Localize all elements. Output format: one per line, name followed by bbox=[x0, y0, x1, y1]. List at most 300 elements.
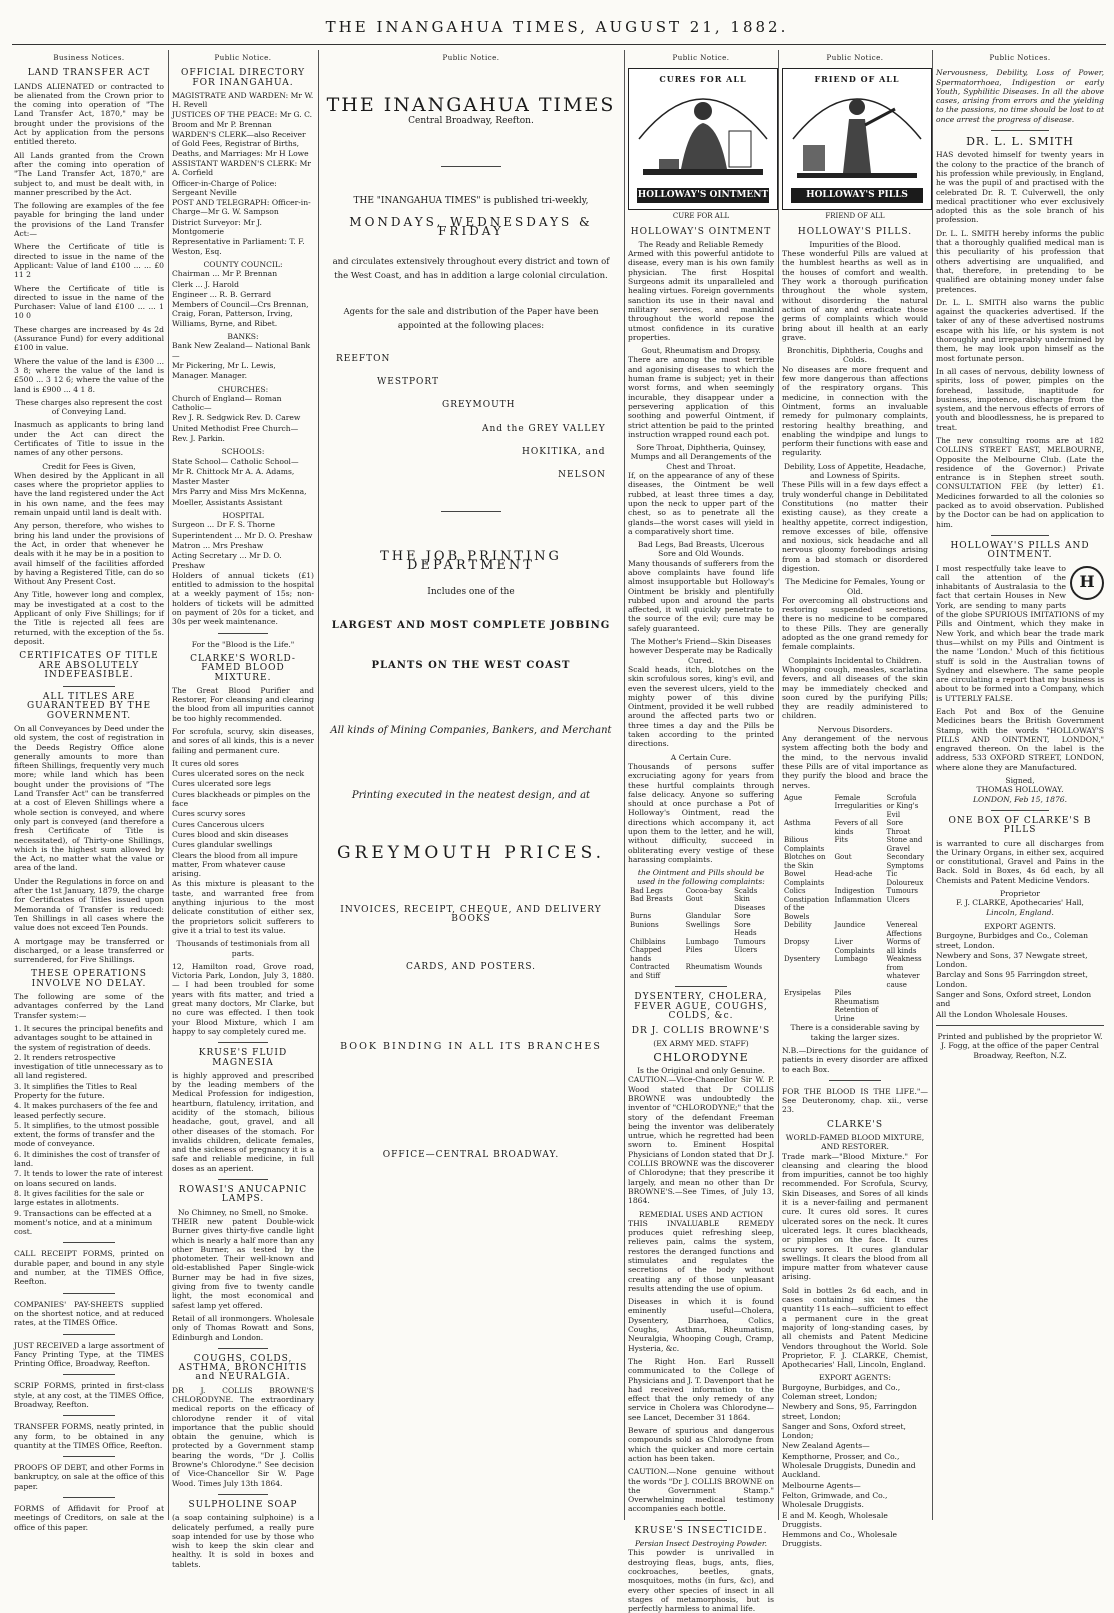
table-cell: Contracted and Stiff bbox=[630, 963, 670, 980]
subheading: the Ointment and Pills should be used in the following complaints: bbox=[637, 868, 765, 887]
table-cell: Secondary Symptoms bbox=[886, 853, 925, 870]
column-header: Public Notice. bbox=[672, 54, 730, 62]
divider bbox=[441, 166, 501, 167]
list-item: Surgeon ... Dr F. S. Thorne bbox=[172, 520, 275, 530]
paragraph: These charges also represent the cost of Conveying Land. bbox=[15, 397, 163, 417]
testimonial: 12, Hamilton road, Grove road, Victoria Park, London, July 3, 1880.— I had been troubled for some years with fits matter, and tried a great many doctors, Mr Clarke, but no cure was effected. I then took your Blood Mixture, which I am happy to say completely cured me. bbox=[172, 961, 314, 1036]
list-item: All the London Wholesale Houses. bbox=[936, 1009, 1068, 1019]
paragraph: The following are examples of the fee payable for bringing the land under the provisions of the Land Transfer Act:— bbox=[14, 201, 164, 239]
table-cell: Skin Diseases bbox=[734, 895, 766, 912]
coughs-title: COUGHS, COLDS, ASTHMA, BRONCHITIS and NEURALGIA. bbox=[178, 1353, 308, 1383]
subheading: Nervous Disorders. bbox=[817, 724, 893, 734]
column-rule bbox=[168, 50, 169, 1520]
table-row bbox=[628, 921, 774, 938]
rowasi-title: ROWASI'S ANUCAPNIC LAMPS. bbox=[178, 1185, 308, 1205]
table-cell: Liver Complaints bbox=[834, 938, 875, 955]
subheading: For the "Blood is the Life." bbox=[191, 639, 295, 649]
pay-sheets-ad: COMPANIES' PAY-SHEETS supplied on the shortest notice, and at reduced rates, at the TIMES Office. bbox=[14, 1299, 164, 1328]
table-cell: Tumours bbox=[886, 887, 919, 896]
divider bbox=[218, 1348, 268, 1349]
table-cell: Piles bbox=[834, 989, 852, 998]
divider bbox=[441, 511, 501, 512]
table-cell bbox=[782, 998, 832, 1007]
table-cell: Asthma bbox=[784, 819, 811, 828]
table-row bbox=[782, 870, 928, 887]
divider bbox=[63, 686, 116, 687]
column-public-notices bbox=[936, 52, 1104, 1512]
list-item: State School— Catholic School— bbox=[172, 456, 299, 466]
paragraph: is highly approved and prescribed by the leading members of the Medical Profession for indigestion, heartburn, flatulency, irritation, and acidity of the stomach, bilious headache, gout, gravel, and all other diseases of the stomach. For invalids children, delicate females, and the sickness of pregnancy it is a safe and reliable medicine, in full doses as an aperient. bbox=[172, 1070, 314, 1173]
paragraph: Thousands of testimonials from all parts. bbox=[176, 939, 310, 958]
binding-text: BOOK BINDING IN ALL ITS BRANCHES bbox=[340, 1040, 602, 1052]
list-item: Burgoyne, Burbidges, and Co., Coleman street, London; bbox=[782, 1382, 901, 1401]
divider bbox=[63, 1293, 116, 1294]
clarke-pills-title: ONE BOX OF CLARKE'S B PILLS bbox=[948, 815, 1092, 836]
list-item: Felton, Grimwade, and Co., Wholesale Druggists. bbox=[782, 1490, 888, 1510]
list-item: Engineer ... R. B. Gerrard bbox=[172, 289, 272, 299]
paragraph: The new consulting rooms are at 182 COLLINS STREET EAST, MELBOURNE, Opposite the Melbourne Club. (Late the residence of the Governor.) Private entrance is in Stephen street south. CONSULTATION FEE (by letter) £1. Medicines forwarded to all the colonies so packed as to avoid observation. Published by the Doctor can be had on application to him. bbox=[936, 435, 1104, 529]
list-item: Cures glandular swellings bbox=[172, 840, 273, 850]
table-cell: Tumours bbox=[734, 937, 766, 946]
clarke-title: CLARKE'S WORLD-FAMED BLOOD MIXTURE. bbox=[190, 653, 296, 683]
paragraph: Holders of annual tickets (£1) entitled to admission to the hospital at a weekly payment of 15s; non-holders of tickets will be admitted on payment of 20s for a ticket, and 30s per week maintenance. bbox=[172, 570, 314, 627]
table-cell: Rheumatism bbox=[685, 963, 731, 972]
paragraph: The Great Blood Purifier and Restorer, For cleansing and clearing the blood from all impurities cannot be too highly recommended. bbox=[172, 685, 314, 723]
schools-list bbox=[172, 457, 314, 507]
list-item: Newbery and Sons, 95, Farringdon street, London; bbox=[782, 1402, 917, 1421]
paragraph: These charges are increased by 4s 2d (Assurance Fund) for every additional £100 in value. bbox=[14, 324, 164, 353]
newspaper-title: THE INANGAHUA TIMES bbox=[326, 94, 616, 117]
banks-list bbox=[172, 341, 314, 380]
divider bbox=[936, 1025, 1104, 1026]
paragraph: Diseases in which it is found eminently useful—Cholera, Dysentery, Diarrhoea, Colics, Coughs, Asthma, Rheumatism, Neuralgia, Whooping Cough, Cramp, Hysteria, &c. bbox=[628, 1297, 774, 1353]
type-ad: JUST RECEIVED a large assortment of Fancy Printing Type, at the TIMES Printing Office, Broadway, Reefton. bbox=[14, 1340, 164, 1369]
clarkes-heading: CLARKE'S bbox=[826, 1119, 884, 1130]
paragraph: Where the value of the land is £300 ... 3 8; where the value of the land is £500 ... 3 12 6; where the value of the land is £900 ... 4 1 8. bbox=[14, 356, 164, 394]
list-item: Kempthorne, Prosser, and Co., Wholesale Druggists, Dunedin and Auckland. bbox=[782, 1451, 916, 1480]
list-item: Church of England— Roman Catholic— bbox=[172, 393, 282, 413]
paragraph: (a soap containing sulphoine) is a delicately perfumed, a really pure soap intended for use by those who wish to keep the skin clear and healthy. It is sold in boxes and tablets. bbox=[172, 1513, 314, 1569]
subheading: HOSPITAL bbox=[222, 511, 264, 521]
emblem-band: HOLLOWAY'S PILLS bbox=[791, 188, 923, 203]
clarke-cures-list bbox=[172, 759, 314, 879]
table-cell: Bowel Complaints bbox=[784, 870, 825, 887]
column-holloway-pills bbox=[782, 52, 929, 1549]
subheading: WORLD-FAMED BLOOD MIXTURE, bbox=[785, 1132, 925, 1142]
transfer-forms-ad: TRANSFER FORMS, neatly printed, in any form, to be obtained in any quantity at the TIMES Office, Reefton. bbox=[14, 1422, 164, 1450]
list-item: 2. It renders retrospective investigation of title unnecessary as to all land registered. bbox=[14, 1052, 163, 1081]
column-business-notices bbox=[14, 52, 164, 1532]
operations-heading: THESE OPERATIONS INVOLVE NO DELAY. bbox=[31, 969, 147, 989]
paragraph: The Right Hon. Earl Russell communicated to the College of Physicians and J. T. Davenport that he had received information to the effect that the only remedy of any service in Cholera was Chlorodyne—see Lancet, December 31 1864. bbox=[628, 1356, 774, 1422]
cards-text: CARDS, AND POSTERS. bbox=[405, 961, 537, 972]
list-item: Sanger and Sons, Oxford street, London and bbox=[936, 990, 1092, 1009]
paragraph: CAUTION.—None genuine without the words "Dr J. COLLIS BROWNE on the Government Stamp." Overwhelming medical testimony accompanies each bottle. bbox=[628, 1467, 774, 1514]
list-item: Mr Pickering, Mr L. Lewis, bbox=[172, 360, 276, 370]
table-row bbox=[782, 853, 928, 870]
holloway-notice-title: HOLLOWAY'S PILLS AND OINTMENT. bbox=[950, 540, 1090, 561]
column-header: Public Notice. bbox=[442, 54, 500, 62]
divider bbox=[218, 1494, 268, 1495]
paragraph: Dr. L. L. SMITH also warns the public against the quackeries advertised. If the taker of any of these advertised nostrums escape with his life, or his system is not thoroughly and irreparably undermined by them, he may look upon himself as the most fortunate person. bbox=[936, 297, 1104, 363]
list-item: Sanger and Sons, Oxford street, London; bbox=[782, 1421, 906, 1441]
place-reefton: REEFTON bbox=[336, 353, 391, 364]
column-header: Public Notice. bbox=[214, 54, 272, 62]
list-item: Superintendent ... Mr D. O. Preshaw bbox=[172, 530, 313, 540]
paragraph: Trade mark—"Blood Mixture." For cleansing and clearing the blood from impurities, cannot be too highly recommended. For Scrofula, Scurvy, Skin Diseases, and Sores of all kinds it is a never-failing and permanent cure. It cures old sores. It cures ulcerated sores on the neck. It cures ulcerated legs. It cures blackheads, or pimples on the face. It cures scurvy sores. It cures glandular swellings. It clears the blood from all impure matter from whatever cause arising. bbox=[782, 1151, 928, 1282]
list-item: Master Master bbox=[172, 477, 230, 487]
divider bbox=[218, 1042, 268, 1043]
paragraph: In all cases of nervous, debility lowness of spirits, loss of power, pimples on the forehead, lassitude, inaptitude for business, impotence, discharge from the system, and the nervous effects of errors of youth and bloodlessness, he is prepared to treat. bbox=[936, 366, 1104, 432]
list-item: New Zealand Agents— bbox=[782, 1441, 870, 1451]
divider bbox=[63, 1497, 116, 1498]
list-item: 6. It diminishes the cost of transfer of land. bbox=[14, 1149, 160, 1169]
paragraph: Scald heads, itch, blotches on the skin scrofulous sores, king's evil, and even the severest ulcers, yield to the mighty power of this divine Ointment, provided it be well rubbed around the affected parts two or three times a day and the Pills be taken according to the printed directions. bbox=[628, 664, 774, 749]
imprint: Printed and published by the proprietor W. J. Fogg, at the office of the paper Central Broadway, Reefton, N.Z. bbox=[937, 1031, 1103, 1060]
largest-text: LARGEST AND MOST COMPLETE JOBBING bbox=[331, 620, 611, 632]
table-row bbox=[782, 938, 928, 955]
subheading: COUNTY COUNCIL: bbox=[203, 259, 283, 269]
publication-days: MONDAYS, WEDNESDAYS & FRIDAY bbox=[349, 215, 593, 239]
pills-title: HOLLOWAY'S PILLS. bbox=[797, 226, 913, 237]
divider bbox=[63, 1415, 116, 1416]
list-item: Moeller, Assistants Assistant bbox=[172, 497, 283, 507]
pills-emblem bbox=[782, 68, 932, 210]
table-cell: Gout bbox=[834, 853, 852, 862]
table-row bbox=[782, 1006, 928, 1023]
paragraph: These Pills will in a few days effect a truly wonderful change in Debilitated Constitutions (no matter their existing cause), as they create a healthy appetite, correct indigestion, remove excesses of bile, offensive and noxious, sick headache and all nervous gloomy forebodings arising from a bad stomach or disordered digestion. bbox=[782, 480, 928, 573]
paragraph: Dr. L. L. SMITH hereby informs the public that a thoroughly qualified medical man is this peculiarity of his profession that others advertising are unqualified, and that, therefore, in pretending to be qualified are obtaining money under false pretences. bbox=[936, 228, 1104, 294]
table-row bbox=[782, 955, 928, 989]
list-item: Clears the blood from all impure matter, From whatever cause arising. bbox=[172, 850, 298, 879]
guaranteed-heading: ALL TITLES ARE GUARANTEED BY THE GOVERNMENT. bbox=[26, 692, 152, 721]
list-item: 4. It makes purchasers of the fee and leased perfectly secure. bbox=[14, 1101, 158, 1120]
page-title: THE INANGAHUA TIMES, AUGUST 21, 1882. bbox=[325, 18, 789, 36]
emblem-caption: CURE FOR ALL bbox=[672, 212, 730, 221]
list-item: Burgoyne, Burbidges and Co., Coleman street, London. bbox=[936, 931, 1089, 950]
divider bbox=[829, 1080, 880, 1081]
place-hokitika: HOKITIKA, and bbox=[522, 446, 606, 457]
paragraph: No diseases are more frequent and few more dangerous than affections of the respiratory organs. This medicine, in connection with the Ointment, forms an invaluable remedy for pulmonary complaints, restoring healthy breathing, and enabling the windpipe and lungs to perform their functions with ease and regularity. bbox=[782, 364, 929, 458]
invoices-text: INVOICES, RECEIPT, CHEQUE, AND DELIVERY BOOKS bbox=[340, 904, 602, 925]
subheading: (EX ARMY MED. STAFF) bbox=[653, 1039, 749, 1049]
table-cell: Scrofula or King's Evil bbox=[886, 793, 919, 819]
table-cell: Chapped hands bbox=[630, 946, 662, 963]
divider bbox=[991, 810, 1050, 811]
list-item: Rev. J. Parkin. bbox=[172, 433, 225, 443]
paragraph: Any Title, however long and complex, may be investigated at a cost to the Applicant of only Five Shillings; for if the Title is rejected all fees are returned, with the exception of the 5s. deposit. bbox=[14, 590, 164, 646]
table-cell: Colics bbox=[784, 887, 806, 896]
table-row bbox=[628, 963, 774, 980]
table-cell: Head-ache bbox=[834, 870, 873, 879]
list-item: 5. It simplifies, to the utmost possible extent, the forms of transfer and the mode of conveyance. bbox=[14, 1120, 160, 1149]
subheading: EXPORT AGENTS: bbox=[819, 1373, 891, 1383]
table-cell: Inflammation bbox=[834, 895, 882, 904]
column-header: Business Notices. bbox=[53, 54, 125, 62]
place-nelson: NELSON bbox=[558, 470, 606, 481]
paragraph: Whooping cough, measles, scarlatina fevers, and all diseases of the skin may be immediately checked and soon cured by the purifying Pills; they are readily administered to children. bbox=[782, 664, 928, 721]
divider bbox=[63, 1374, 116, 1375]
proprietor-location: Lincoln, England. bbox=[986, 907, 1054, 917]
table-cell: Bunions bbox=[630, 920, 659, 929]
table-cell: Worms of all kinds bbox=[886, 938, 921, 955]
table-row bbox=[782, 896, 928, 922]
paragraph: As this mixture is pleasant to the taste, and warranted free from anything injurious to the most delicate constitution of either sex, the proprietors solicit sufferers to give it a trial to test its value. bbox=[172, 879, 314, 935]
table-cell: Wounds bbox=[734, 963, 763, 972]
proofs-ad: PROOFS OF DEBT, and other Forms in bankruptcy, on sale at the office of this paper. bbox=[14, 1463, 164, 1491]
paragraph: Where the Certificate of title is directed to issue in the name of the Purchaser: Value of land £100 ... ... 1 10 0 bbox=[14, 283, 164, 321]
table-row bbox=[628, 946, 774, 963]
paragraph: Many thousands of sufferers from the above complaints have found life almost insupportable but Holloway's Ointment be briskly and plentifully rubbed upon and around the parts affected, it will quickly penetrate to the source of the evil; cure may be safely guaranteed. bbox=[628, 558, 774, 633]
divider bbox=[63, 1242, 116, 1243]
paragraph: FOR THE BLOOD IS THE LIFE."—See Deuteronomy, chap. xii., verse 23. bbox=[782, 1086, 928, 1115]
paragraph: The following are some of the advantages conferred by the Land Transfer system:— bbox=[14, 992, 164, 1020]
call-receipt-ad: CALL RECEIPT FORMS, printed on durable paper, and bound in any style and number, at the TIMES Office, Reefton. bbox=[14, 1249, 164, 1287]
table-cell: Retention of Urine bbox=[834, 1006, 879, 1023]
place-grey-valley: And the GREY VALLEY bbox=[482, 423, 606, 434]
paragraph: THIS INVALUABLE REMEDY produces quiet refreshing sleep, relieves pain, calms the system, restores the deranged functions and stimulates and regulates the secretions of the body without creating any of those unpleasant results attending the use of opium. bbox=[628, 1218, 774, 1293]
trade-mark-icon: H bbox=[1070, 566, 1104, 600]
paragraph: is warranted to cure all discharges from the Urinary Organs, in either sex, acquired or constitutional, Gravel and Pains in the Back. Sold in Boxes, 4s 6d each, by all Chemists and Patent Medicine Vendors. bbox=[936, 838, 1104, 885]
list-item: Cures ulcerated sore legs bbox=[172, 779, 271, 789]
paragraph: All Lands granted from the Crown after the coming into operation of "The Land Transfer Act, 1870," are subject to, and must be dealt with, in manner prescribed by the Act. bbox=[14, 150, 164, 197]
emblem-band: HOLLOWAY'S OINTMENT bbox=[637, 188, 769, 203]
table-cell: Piles bbox=[685, 946, 703, 955]
paragraph: For scrofula, scurvy, skin diseases, and sores of all kinds, this is a never failing and permanent cure. bbox=[172, 727, 314, 755]
list-item: Representative in Parliament: T. F. Weston, Esq. bbox=[172, 237, 305, 256]
list-item: Clerk ... J. Harold bbox=[172, 279, 239, 289]
subheading: Bronchitis, Diphtheria, Coughs and Colds. bbox=[786, 346, 924, 365]
subheading: Impurities of the Blood. bbox=[809, 239, 901, 249]
scrip-forms-ad: SCRIP FORMS, printed in first-class style, at any cost, at the TIMES Office, Broadway, Reefton. bbox=[14, 1381, 164, 1409]
column-rule bbox=[778, 50, 779, 1520]
subheading: REMEDIAL USES AND ACTION bbox=[638, 1209, 764, 1219]
table-row bbox=[628, 887, 774, 896]
advantages-list bbox=[14, 1024, 164, 1237]
paragraph: This powder is unrivalled in destroying fleas, bugs, ants, flies, cockroaches, beetles, gnats, mosquitoes, moths (in furs, &c), and every other species of insect in all stages of metamorphosis, but is perfectly harmless to animal life. bbox=[628, 1548, 774, 1613]
list-item: Matron ... Mrs Preshaw bbox=[172, 540, 264, 550]
paragraph: I most respectfully take leave to call the attention of the inhabitants of Australasia to the fact that certain Houses in New York, are sending to many parts of the globe SPURIOUS IMITATIONS of my Pills and Ointment, which they make in New York, and which bear the trade mark thus—whilst on my Pills and Ointment is the name 'London.' Much of this fictitious stuff is sold in the Australian towns of Sydney and elsewhere. The same people are circulating a report that my business is about to be formed into a Company, which is UTTERLY FALSE. bbox=[936, 563, 1104, 703]
subheading: No Chimney, no Smell, no Smoke. bbox=[177, 1207, 309, 1217]
signer-name: THOMAS HOLLOWAY. bbox=[976, 785, 1064, 795]
paragraph: If, on the appearance of any of these diseases, the Ointment be well rubbed, at least three times a day, upon the neck to upper part of the chest, so as to penetrate all the glands—the worst cases will yield in a comparatively short time. bbox=[628, 471, 774, 536]
paragraph: LANDS ALIENATED or contracted to be alienated from the Crown prior to the coming into operation of "The Land Transfer Act, 1870," may be brought under the provisions of the Act by application from the persons entitled thereto. bbox=[14, 81, 164, 147]
county-list bbox=[172, 269, 314, 328]
paragraph: Any person, therefore, who wishes to bring his land under the provisions of the Act, in order that whenever he deals with it he may be in a position to avail himself of the facilities afforded by having a Registered Title, can do so Without Any Present Cost. bbox=[14, 521, 164, 587]
list-item: WARDEN'S CLERK—also Receiver of Gold Fees, Registrar of Births, Deaths, and Marriages: Mr H Lowe bbox=[172, 130, 309, 158]
divider bbox=[63, 1334, 116, 1335]
list-item: 9. Transactions can be effected at a moment's notice, and at a minimum cost. bbox=[14, 1208, 153, 1237]
paragraph: On all Conveyances by Deed under the old system, the cost of registration in the Deeds Registry Office alone generally amounts to more than fifteen Shillings, frequently very much more; while land which has been bought under the provisions of "The Land Transfer Act" can be transferred at a cost of Eleven Shillings where a whole section is conveyed, and where only part is conveyed (and therefore a fresh Certificate of Title is necessitated), of Thirty-one Shillings, which is the highest sum allowed by the Act, no matter what the value or area of the land. bbox=[14, 724, 164, 873]
churches-list bbox=[172, 394, 314, 443]
list-item: Rev J. R. Sedgwick Rev. D. Carew bbox=[172, 413, 301, 423]
emblem-arc-text: CURES FOR ALL bbox=[659, 74, 747, 85]
directory-list bbox=[172, 91, 314, 256]
complaints-table bbox=[628, 887, 774, 981]
subheading: Complaints Incidental to Children. bbox=[788, 655, 922, 665]
paragraph: A mortgage may be transferred or discharged, or a lease transferred or surrendered, for Five Shillings. bbox=[14, 936, 164, 965]
mining-text: All kinds of Mining Companies, Bankers, and Merchant bbox=[330, 725, 612, 737]
job-printing-heading: THE JOB PRINTING DEPARTMENT bbox=[380, 548, 562, 573]
table-cell: Cocoa-bay bbox=[685, 886, 723, 895]
top-rule bbox=[12, 44, 1106, 45]
table-cell: Stone and Gravel bbox=[886, 836, 923, 853]
list-item: Mr R. Chittock Mr A. A. Adams, bbox=[172, 466, 295, 476]
table-cell bbox=[782, 1006, 832, 1023]
paragraph: For overcoming all obstructions and restoring suspended secretions, there is no medicine to be compared to these Pills. They are generally adopted as the one grand remedy for female complaints. bbox=[782, 595, 928, 652]
list-item: E and M. Keogh, Wholesale Druggists. bbox=[782, 1510, 888, 1529]
divider bbox=[675, 986, 726, 987]
paragraph: HAS devoted himself for twenty years in the colony to the practice of the branch of his profession while previously, in England, he was the pupil of and practised with the celebrated Dr. R. T. Culverwell, the only medical practitioner who ever exclusively adopted this as the sole branch of his profession. bbox=[936, 150, 1104, 225]
masthead bbox=[0, 0, 1114, 50]
paragraph: Inasmuch as applicants to bring land under the Act can direct the Certificates of Title to issue in the names of any other persons. bbox=[14, 420, 164, 458]
table-cell: Female Irregularities bbox=[834, 793, 882, 811]
subheading: The Medicine for Females, Young or Old. bbox=[785, 577, 925, 596]
paragraph: Beware of spurious and dangerous compounds sold as Chlorodyne from which the quicker and more certain action has been taken. bbox=[628, 1426, 774, 1463]
table-row bbox=[782, 819, 928, 836]
table-cell: Bilious Complaints bbox=[784, 836, 825, 853]
list-item: POST AND TELEGRAPH: Officer-in-Charge—Mr G. W. Sampson bbox=[172, 198, 311, 217]
dr-smith-title: DR. L. L. SMITH bbox=[966, 135, 1074, 149]
paragraph: Each Pot and Box of the Genuine Medicines bears the British Government Stamp, with the words "HOLLOWAY'S PILLS AND OINTMENT, LONDON," engraved thereon. On the label is the address, 533 OXFORD STREET, LONDON, where alone they are Manufactured. bbox=[936, 707, 1104, 772]
subheading: AND RESTORER. bbox=[821, 1142, 889, 1152]
hospital-list bbox=[172, 520, 314, 569]
dysentery-title: DYSENTERY, CHOLERA, FEVER AGUE, COUGHS, COLDS, &c. bbox=[634, 992, 768, 1021]
table-row bbox=[782, 921, 928, 938]
list-item: 3. It simplifies the Titles to Real Property for the future. bbox=[14, 1081, 138, 1100]
table-row bbox=[782, 887, 928, 896]
table-cell: Gout bbox=[685, 895, 703, 904]
paragraph: There are among the most terrible and agonising diseases to which the human frame is subject; yet in their worst forms, and when seemingly incurable, they disappear under a persevering application of this soothing and powerful Ointment, if strict attention be paid to the printed instruction wrapped round each pot. bbox=[628, 355, 774, 439]
greymouth-prices: GREYMOUTH PRICES. bbox=[336, 842, 606, 863]
subheading: Gout, Rheumatism and Dropsy. bbox=[641, 346, 761, 356]
subheading: Credit for Fees is Given, bbox=[42, 461, 136, 471]
divider bbox=[991, 535, 1050, 536]
list-item: Members of Council—Crs Brennan, Craig, Foran, Patterson, Irving, Williams, Byrne, and Ribet. bbox=[172, 300, 309, 328]
table-cell bbox=[885, 998, 928, 1007]
office-text: OFFICE—CENTRAL BROADWAY. bbox=[382, 1150, 560, 1161]
table-cell: Indigestion bbox=[834, 887, 875, 896]
paragraph: Where the Certificate of title is directed to issue in the name of the Applicant: Value of land £100 ... ... £0 11 2 bbox=[14, 242, 164, 280]
subheading: SCHOOLS: bbox=[221, 447, 265, 457]
list-item: United Methodist Free Church— bbox=[172, 423, 299, 433]
affidavit-ad: FORMS of Affidavit for Proof at meetings of Creditors, on sale at the office of this paper. bbox=[14, 1504, 164, 1532]
export-agents-list bbox=[936, 931, 1104, 1019]
includes-text: Includes one of the bbox=[427, 587, 515, 598]
table-cell: Lumbago bbox=[685, 937, 719, 946]
paragraph: CAUTION.—Vice-Chancellor Sir W. P. Wood stated that Dr COLLIS BROWNE was undoubtedly the inventor of "CHLORODYNE;" that the story of the defendant Freeman being the inventor was deliberately untrue, which he regretted had been sworn to. Eminent Hospital Physicians of London stated that Dr J. COLLIS BROWNE was the discoverer of Chlorodyne; that they prescribe it largely, and mean no other than Dr BROWNE'S.—See Times, of July 13, 1864. bbox=[628, 1075, 774, 1206]
insecticide-title: KRUSE'S INSECTICIDE. bbox=[634, 1525, 768, 1536]
certificates-heading: CERTIFICATES OF TITLE ARE ABSOLUTELY INDEFEASIBLE. bbox=[19, 651, 159, 680]
table-row bbox=[628, 938, 774, 947]
list-item: Newbery and Sons, 37 Newgate street, London. bbox=[936, 950, 1088, 970]
table-cell: Glandular bbox=[685, 912, 721, 921]
divider bbox=[991, 130, 1050, 131]
table-cell: Dysentery bbox=[784, 955, 821, 964]
list-item: MAGISTRATE AND WARDEN: Mr W. H. Revell bbox=[172, 90, 314, 110]
table-cell: Dropsy bbox=[784, 938, 810, 947]
list-item: Cures scurvy sores bbox=[172, 809, 246, 819]
list-item: Acting Secretary ... Mr D. O. Preshaw bbox=[172, 551, 282, 570]
table-cell: Blotches on the Skin bbox=[784, 853, 826, 870]
table-cell: Tic Doloureux bbox=[886, 870, 924, 887]
list-item: Officer-in-Charge of Police: Sergeant Neville bbox=[172, 178, 277, 197]
place-greymouth: GREYMOUTH bbox=[442, 400, 516, 411]
column-rule bbox=[624, 50, 625, 1520]
plants-text: PLANTS ON THE WEST COAST bbox=[371, 659, 571, 671]
subheading: Bad Legs, Bad Breasts, Ulcerous Sore and Old Wounds. bbox=[637, 540, 765, 559]
subheading: The Ready and Reliable Remedy bbox=[638, 239, 764, 249]
list-item: District Surveyor: Mr J. Montgomerie bbox=[172, 217, 262, 237]
list-item: JUSTICES OF THE PEACE: Mr G. C. Broom and Mr P. Brennan bbox=[172, 110, 313, 129]
table-cell: Debility bbox=[784, 921, 812, 930]
paragraph: Any derangement of the nervous system affecting both the body and the mind, to the nervous invalid these Pills are of vital importance as they purify the blood and brace the nerves. bbox=[782, 734, 928, 790]
table-cell: Rheumatism bbox=[834, 997, 879, 1006]
ointment-title: HOLLOWAY'S OINTMENT bbox=[630, 226, 772, 237]
land-transfer-title: LAND TRANSFER ACT bbox=[27, 68, 151, 79]
column-rule bbox=[932, 50, 933, 1520]
divider bbox=[218, 633, 268, 634]
export-agents-list bbox=[782, 1383, 928, 1549]
subheading: A Certain Cure. bbox=[670, 752, 732, 762]
paragraph: These wonderful Pills are valued at the humblest hearths as well as in the houses of comfort and wealth. They work a thorough purification throughout the whole system, without disordering the natural action of any and eradicate those germs of complaints which would bring about ill health at an early grave. bbox=[782, 249, 928, 342]
paragraph: When desired by the Applicant in all cases where the proprietor applies to have the land registered under the Act in his own name, and the fees may remain unpaid until land is dealt with. bbox=[14, 470, 164, 518]
list-item: Bank New Zealand— National Bank— bbox=[172, 341, 311, 360]
signature-date: LONDON, Feb 15, 1876. bbox=[972, 794, 1068, 804]
table-row bbox=[782, 836, 928, 853]
table-row bbox=[782, 989, 928, 998]
table-cell: Sore bbox=[734, 912, 751, 921]
list-item: 1. It secures the principal benefits and advantages sought to be attained in the system of registration of deeds. bbox=[14, 1023, 164, 1052]
list-item: 8. It gives facilities for the sale or large estates in allotments. bbox=[14, 1188, 144, 1208]
list-item: Melbourne Agents— bbox=[782, 1480, 861, 1490]
signed-label: Signed, bbox=[1005, 776, 1035, 786]
list-item: It cures old sores bbox=[172, 758, 239, 768]
list-item: 7. It tends to lower the rate of interest on loans secured on lands. bbox=[14, 1169, 163, 1188]
paragraph: DR J. COLLIS BROWNE'S CHLORODYNE. The extraordinary medical reports on the efficacy of chlorodyne render it of vital importance that the public should obtain the genuine, which is protected by a Government stamp bearing the words, "Dr J. Collis Browne's Chlorodyne." See decision of Vice-Chancellor Sir W. Page Wood. Times July 13th 1864. bbox=[172, 1385, 314, 1488]
ointment-emblem bbox=[628, 68, 778, 210]
table-row bbox=[628, 895, 774, 912]
subheading: BANKS: bbox=[227, 332, 259, 342]
paragraph: N.B.—Directions for the guidance of patients in every disorder are affixed to each Box. bbox=[782, 1045, 928, 1074]
emblem-arc-text: FRIEND OF ALL bbox=[814, 74, 900, 85]
table-cell: Chilblains bbox=[630, 937, 666, 946]
list-item: Barclay and Sons 95 Farringdon street, London. bbox=[936, 970, 1088, 989]
table-cell: Sore Throat bbox=[886, 819, 911, 836]
table-cell: Sore Heads bbox=[734, 920, 757, 938]
published-line: THE "INANGAHUA TIMES" is published tri-weekly, bbox=[353, 195, 589, 206]
paragraph: Sold in bottles 2s 6d each, and in cases containing six times the quantity 11s each—sufficient to effect a permanent cure in the great majority of long-standing cases, by all chemists and Patent Medicine Vendors throughout the World. Sole Proprietor, F. J. CLARKE, Chemist, Apothecaries' Hall, Lincoln, England. bbox=[782, 1285, 929, 1370]
subheading: CHURCHES: bbox=[217, 384, 269, 394]
subheading: Sore Throat, Diphtheria, Quinsey, Mumps and all Derangements of the Chest and Throat. bbox=[630, 443, 772, 471]
paragraph: Nervousness, Debility, Loss of Power, Spermatorrhoea, Indigestion or early Youth, Syphilitic Diseases. In all the above cases, arising from errors and the yielding to the passions, no time should be lost to at once arrest the progress of disease. bbox=[936, 68, 1104, 124]
list-item: Cures blackheads or pimples on the face bbox=[172, 789, 311, 809]
list-item: Mrs Parry and Miss Mrs McKenna, bbox=[172, 487, 307, 497]
divider bbox=[675, 1520, 726, 1521]
subheading: Debility, Loss of Appetite, Headache, and Lowness of Spirits. bbox=[783, 461, 927, 481]
list-item: Hemmons and Co., Wholesale Druggists. bbox=[782, 1530, 898, 1549]
list-item: ASSISTANT WARDEN'S CLERK: Mr A. Corfield bbox=[172, 158, 311, 178]
paragraph: Armed with this powerful antidote to disease, every man is his own family physician. The first Hospital Surgeons admit its unparalleled and healing virtues. Foreign governments sanction its use in their naval and military services, and mankind throughout the world repose the utmost confidence in its curative properties. bbox=[628, 249, 774, 342]
table-cell: Burns bbox=[630, 912, 652, 921]
circulation-text: and circulates extensively throughout every district and town of the West Coast, and has in addition a large colonial circulation. bbox=[332, 256, 610, 281]
table-cell: Weakness from whatever cause bbox=[886, 955, 922, 989]
column-newspaper-notice bbox=[322, 52, 620, 1512]
chlorodyne-title: CHLORODYNE bbox=[653, 1050, 749, 1064]
list-item: Manager. Manager. bbox=[172, 371, 247, 381]
printing-text: Printing executed in the neatest design, and at bbox=[351, 790, 591, 802]
subheading: The Mother's Friend—Skin Diseases however Desperate may be Radically Cured. bbox=[629, 637, 773, 665]
